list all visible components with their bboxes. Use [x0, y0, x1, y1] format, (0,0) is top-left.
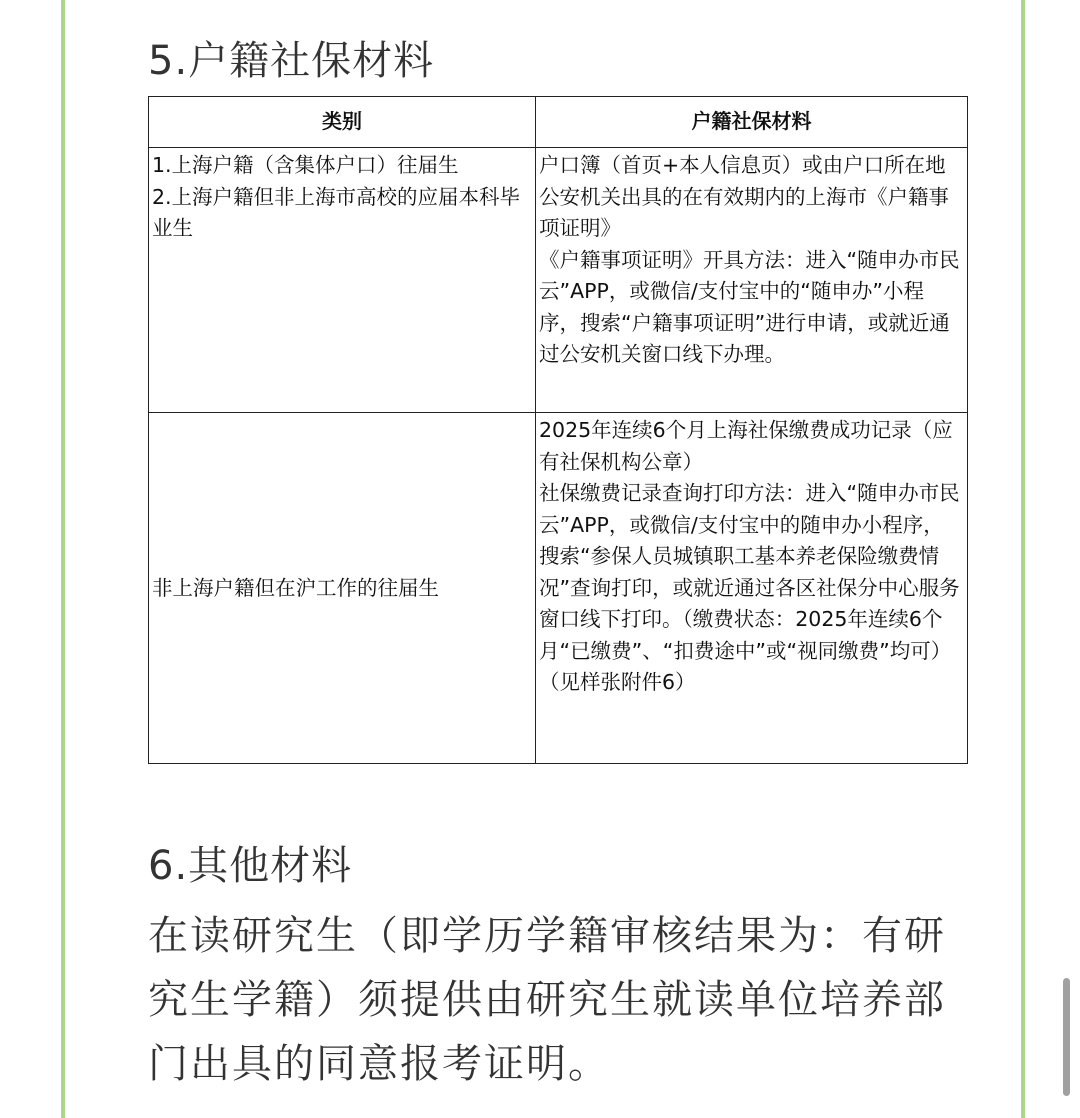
- row-2-category: [149, 413, 536, 764]
- row-2-materials: [536, 413, 968, 764]
- material-line: 《户籍事项证明》开具方法：进入“随申办市民云”APP，或微信/支付宝中的“随申办”小程序，搜索“户籍事项证明”进行申请，或就近通过公安机关窗口线下办理。: [539, 247, 960, 366]
- material-line: 社保缴费记录查询打印方法：进入“随申办市民云”APP，或微信/支付宝中的随申办小程序，搜索“参保人员城镇职工基本养老保险缴费情况”查询打印，或就近通过各区社保分中心服务窗口线下打印。（缴费状态：2025年连续6个月“已缴费”、“扣费途中”或“视同缴费”均可）（见样张附件6）: [539, 481, 960, 694]
- header-category: 类别: [149, 97, 536, 148]
- table-row: [149, 413, 968, 764]
- category-line: 1.上海户籍（含集体户口）往届生: [152, 153, 459, 177]
- table-row: [149, 148, 968, 413]
- vertical-scrollbar[interactable]: [1063, 978, 1070, 1096]
- right-green-border: [1021, 0, 1025, 1118]
- row-1-category: [149, 148, 536, 413]
- table-header-row: [149, 97, 968, 148]
- material-line: 2025年连续6个月上海社保缴费成功记录（应有社保机构公章）: [539, 418, 953, 474]
- category-line: 2.上海户籍但非上海市高校的应届本科毕业生: [152, 184, 521, 240]
- category-line: 非上海户籍但在沪工作的往届生: [152, 576, 439, 601]
- section-6-title: 6.其他材料: [148, 843, 353, 889]
- left-green-border: [61, 0, 65, 1118]
- household-social-security-table: [148, 96, 968, 764]
- section-5-title: 5.户籍社保材料: [148, 38, 435, 84]
- section-6-paragraph: 在读研究生（即学历学籍审核结果为：有研究生学籍）须提供由研究生就读单位培养部门出具的同意报考证明。: [148, 913, 946, 1087]
- material-line: 户口簿（首页+本人信息页）或由户口所在地公安机关出具的在有效期内的上海市《户籍事项证明》: [539, 153, 949, 240]
- header-materials: 户籍社保材料: [536, 97, 968, 148]
- row-1-materials: [536, 148, 968, 413]
